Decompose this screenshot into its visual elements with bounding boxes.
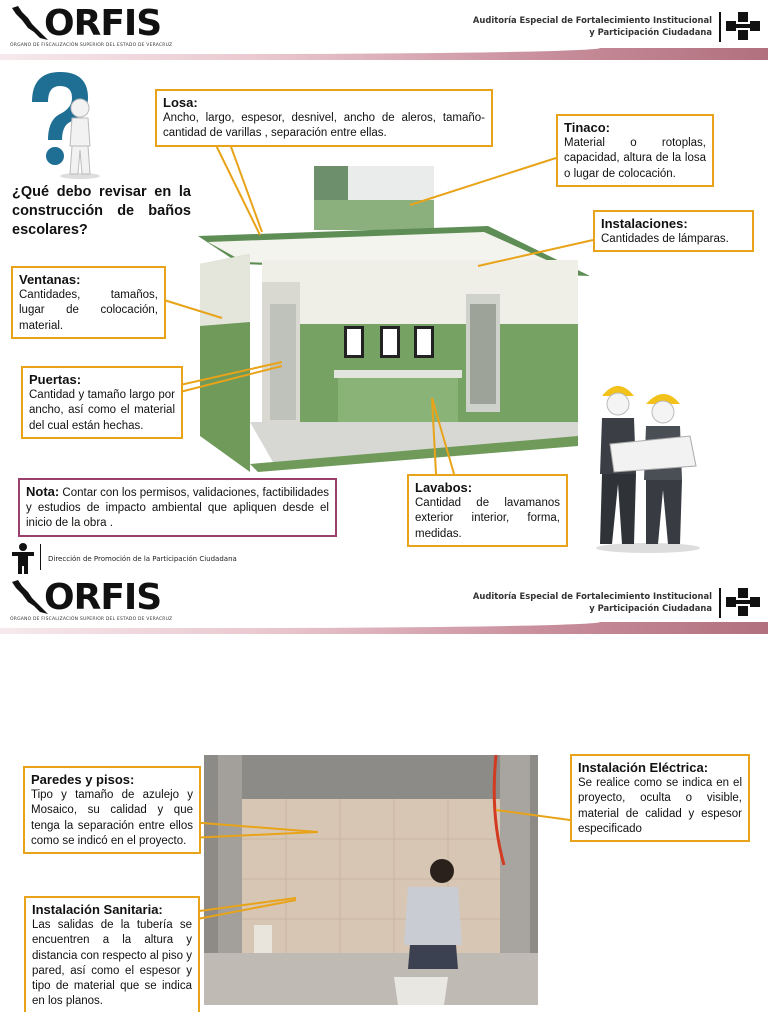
page-question: ¿Qué debo revisar en la construcción de baños escolares? — [12, 184, 191, 238]
footer-person-icon — [10, 542, 36, 574]
callout-instalacion-sanitaria: Instalación Sanitaria: Las salidas de la tubería se encuentren a la altura y distancia con respecto al piso y pared, así como el espesor y tipo de material que se indica en los planos. — [24, 896, 200, 1012]
engineers-illustration — [588, 374, 708, 554]
header-title: Auditoría Especial de Fortalecimiento Institucional y Participación Ciudadana — [472, 591, 712, 614]
logo-text: ORFIS — [44, 577, 162, 618]
callout-instalaciones: Instalaciones: Cantidades de lámparas. — [593, 210, 754, 252]
callout-instalacion-electrica: Instalación Eléctrica: Se realice como se indica en el proyecto, oculta o visible, material de calidad y espesor especificado — [570, 754, 750, 842]
logo-subtitle: ÓRGANO DE FISCALIZACIÓN SUPERIOR DEL ESTADO DE VERACRUZ — [10, 617, 173, 622]
logo-text: ORFIS — [44, 3, 162, 44]
callout-paredes: Paredes y pisos: Tipo y tamaño de azulejo y Mosaico, su calidad y que tenga la separación entre ellos como se indicó en el proyecto. — [23, 766, 201, 854]
logo-emblem-icon — [726, 588, 760, 616]
callout-puertas: Puertas: Cantidad y tamaño largo por ancho, así como el material del cual están hechas. — [21, 366, 183, 439]
header-title: Auditoría Especial de Fortalecimiento Institucional y Participación Ciudadana — [472, 15, 712, 38]
callout-nota: Nota: Contar con los permisos, validaciones, factibilidades y estudios de impacto ambiental que apliquen desde el inicio de la obra . — [18, 478, 337, 537]
logo-subtitle: ÓRGANO DE FISCALIZACIÓN SUPERIOR DEL ESTADO DE VERACRUZ — [10, 43, 173, 48]
callout-lavabos: Lavabos: Cantidad de lavamanos exterior interior, forma, medidas. — [407, 474, 568, 547]
callout-ventanas: Ventanas: Cantidades, tamaños, lugar de colocación, material. — [11, 266, 166, 339]
callout-losa: Losa: Ancho, largo, espesor, desnivel, ancho de aleros, tamaño-cantidad de varillas , separación entre ellas. — [155, 89, 493, 147]
callout-tinaco: Tinaco: Material o rotoplas, capacidad, altura de la losa o lugar de colocación. — [556, 114, 714, 187]
footer-text: Dirección de Promoción de la Participación Ciudadana — [48, 555, 237, 563]
header-divider — [719, 588, 721, 618]
